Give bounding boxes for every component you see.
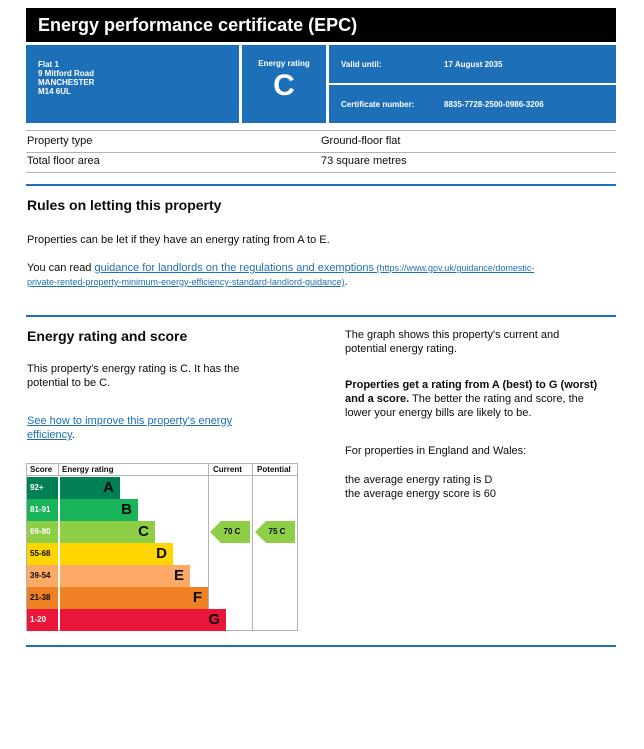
band-score-d: 55-68 <box>27 543 58 565</box>
property-type-row <box>26 130 616 153</box>
property-type-label: Property type <box>27 135 93 147</box>
summary-line: potential to be C. <box>27 377 111 389</box>
letting-paragraph: Properties can be let if they have an energy rating from A to E. <box>27 234 330 246</box>
rating-scale-text: lower your energy bills are likely to be. <box>345 407 532 419</box>
valid-until-value: 17 August 2035 <box>444 60 503 69</box>
potential-rating-arrow <box>255 521 295 543</box>
guidance-prefix: You can read <box>27 262 95 274</box>
summary-line: This property's energy rating is C. It has the <box>27 363 240 375</box>
certificate-number-box <box>329 85 616 123</box>
current-rating-arrow <box>210 521 250 543</box>
rating-scale-explanation <box>345 378 597 420</box>
potential-rating-arrow-label: 75 C <box>268 527 286 536</box>
improve-link-line: See how to improve this property's energy <box>27 415 233 427</box>
improve-link-line: efficiency <box>27 429 72 441</box>
band-bar-b: B <box>60 499 138 521</box>
region-note: For properties in England and Wales: <box>345 445 527 457</box>
rating-scale-bold: and a score. <box>345 393 410 405</box>
letting-heading: Rules on letting this property <box>27 197 222 213</box>
score-column-header: Score <box>30 465 53 474</box>
landlord-guidance-link[interactable] <box>27 262 534 288</box>
header-divider <box>27 475 297 476</box>
address-line: MANCHESTER <box>38 78 95 87</box>
explanation-line: potential energy rating. <box>345 343 457 355</box>
average-rating-info <box>345 473 496 501</box>
rating-column-header: Energy rating <box>62 465 114 474</box>
guidance-suffix: . <box>344 276 348 288</box>
floor-area-value: 73 square metres <box>321 155 407 167</box>
band-score-c: 69-80 <box>27 521 58 543</box>
section-divider <box>26 645 616 647</box>
energy-score-heading: Energy rating and score <box>27 328 188 344</box>
band-bar-f: F <box>60 587 208 609</box>
band-bar-e: E <box>60 565 190 587</box>
address-line: M14 6UL <box>38 87 71 96</box>
energy-score-summary <box>27 362 239 390</box>
band-bar-g: G <box>60 609 226 631</box>
energy-rating-chart <box>26 463 298 631</box>
floor-area-label: Total floor area <box>27 155 100 167</box>
address-line: 9 Mitford Road <box>38 69 94 78</box>
section-divider <box>26 184 616 186</box>
band-bar-a: A <box>60 477 120 499</box>
landlord-guidance-url-cont: private-rented-property-minimum-energy-efficiency-standard-landlord-guidance) <box>27 277 345 287</box>
improve-efficiency-paragraph <box>27 414 232 442</box>
column-divider <box>208 464 209 630</box>
energy-rating-box <box>242 45 326 123</box>
current-column-header: Current <box>213 465 242 474</box>
energy-rating-letter: C <box>273 69 295 102</box>
rating-scale-bold: Properties get a rating from A (best) to G (worst) <box>345 379 598 391</box>
valid-until-label: Valid until: <box>341 60 382 69</box>
band-score-f: 21-38 <box>27 587 58 609</box>
valid-until-box <box>329 45 616 83</box>
landlord-guidance-url: (https://www.gov.uk/guidance/domestic- <box>373 263 535 273</box>
property-type-value: Ground-floor flat <box>321 135 401 147</box>
explanation-line: The graph shows this property's current and <box>345 329 560 341</box>
certificate-number-label: Certificate number: <box>341 100 415 109</box>
band-bar-c: C <box>60 521 155 543</box>
graph-explanation <box>345 328 559 356</box>
average-rating: the average energy rating is D <box>345 474 493 486</box>
band-bar-d: D <box>60 543 173 565</box>
column-divider <box>58 464 59 476</box>
section-divider <box>26 315 616 317</box>
landlord-guidance-link-text: guidance for landlords on the regulations and exemptions <box>94 262 374 274</box>
band-score-e: 39-54 <box>27 565 58 587</box>
certificate-number-value: 8835-7728-2500-0986-3206 <box>444 100 544 109</box>
column-divider <box>252 464 253 630</box>
page-title: Energy performance certificate (EPC) <box>26 8 616 42</box>
improve-efficiency-link[interactable] <box>27 415 232 441</box>
address-line: Flat 1 <box>38 60 59 69</box>
address-box <box>26 45 239 123</box>
floor-area-row <box>26 151 616 173</box>
potential-column-header: Potential <box>257 465 291 474</box>
letting-guidance-paragraph <box>27 261 617 289</box>
current-rating-arrow-label: 70 C <box>223 527 241 536</box>
energy-rating-label: Energy rating <box>258 59 310 68</box>
band-score-b: 81-91 <box>27 499 58 521</box>
band-score-a: 92+ <box>27 477 58 499</box>
rating-scale-text: The better the rating and score, the <box>409 393 584 405</box>
average-score: the average energy score is 60 <box>345 488 497 500</box>
improve-link-suffix: . <box>71 429 75 441</box>
band-score-g: 1-20 <box>27 609 58 631</box>
